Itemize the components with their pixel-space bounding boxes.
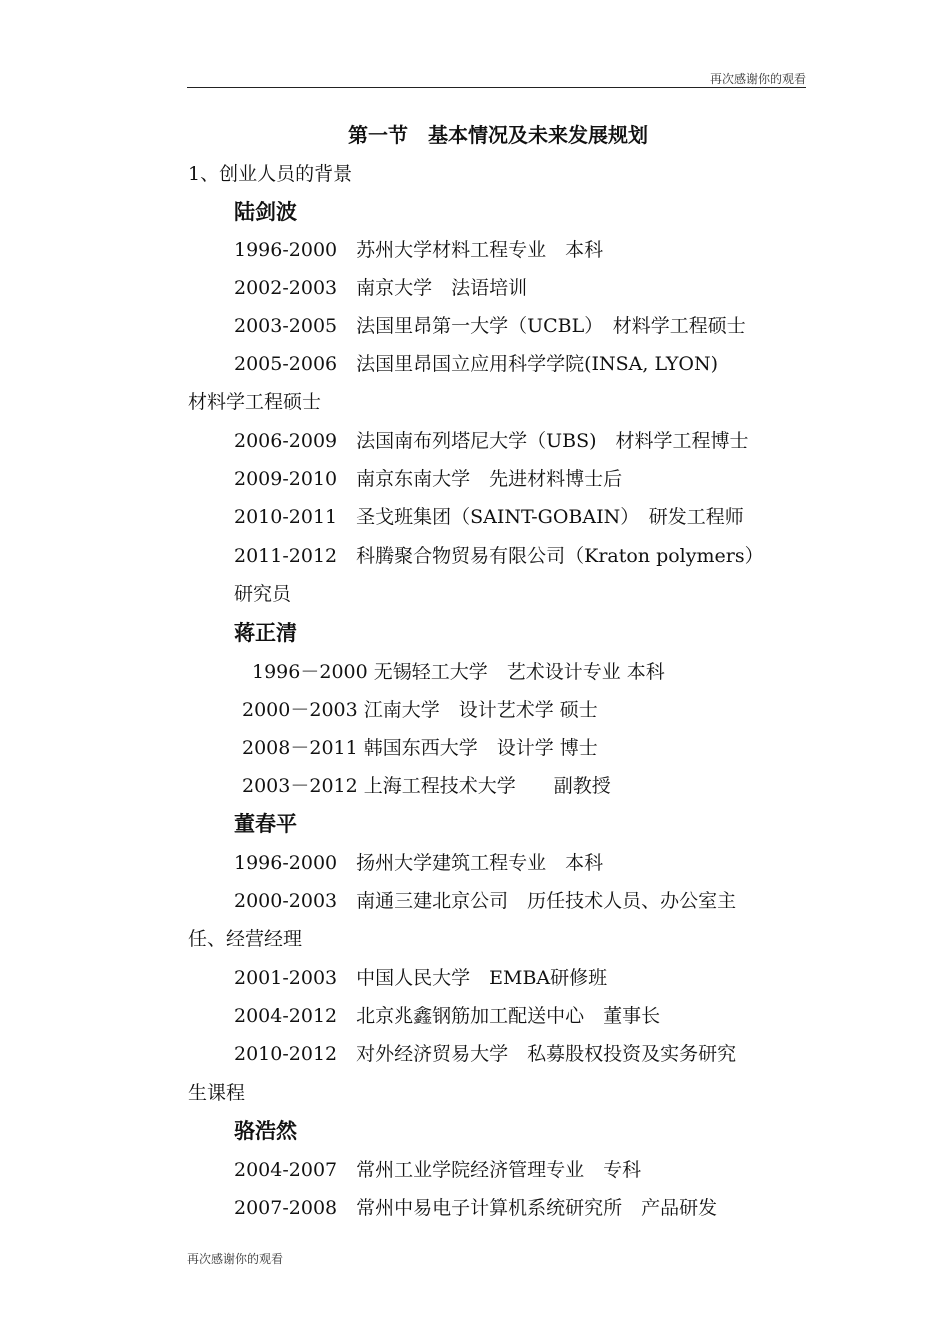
- person-name: 骆浩然: [234, 1118, 297, 1143]
- header-rule: [187, 87, 806, 88]
- resume-line: 1996－2000 无锡轻工大学 艺术设计专业 本科: [252, 661, 665, 683]
- resume-line: 2000-2003 南通三建北京公司 历任技术人员、办公室主: [234, 890, 737, 912]
- person-name: 陆剑波: [234, 199, 297, 224]
- resume-line: 2002-2003 南京大学 法语培训: [234, 277, 528, 299]
- resume-line: 2003-2005 法国里昂第一大学（UCBL） 材料学工程硕士: [234, 315, 746, 337]
- resume-line: 研究员: [234, 583, 292, 605]
- resume-line: 任、经营经理: [188, 928, 303, 950]
- resume-line: 2001-2003 中国人民大学 EMBA研修班: [234, 967, 608, 989]
- resume-line: 1996-2000 苏州大学材料工程专业 本科: [234, 239, 604, 261]
- page-footer: 再次感谢你的观看: [187, 1252, 284, 1266]
- resume-line: 2011-2012 科腾聚合物贸易有限公司（Kraton polymers）: [234, 545, 764, 567]
- resume-line: 2004-2012 北京兆鑫钢筋加工配送中心 董事长: [234, 1005, 661, 1027]
- resume-line: 2004-2007 常州工业学院经济管理专业 专科: [234, 1159, 642, 1181]
- person-name: 董春平: [234, 811, 297, 836]
- resume-line: 2010-2011 圣戈班集团（SAINT-GOBAIN） 研发工程师: [234, 506, 744, 528]
- person-name: 蒋正清: [234, 620, 297, 645]
- resume-line: 材料学工程硕士: [188, 391, 322, 413]
- page-header: 再次感谢你的观看: [709, 72, 806, 86]
- subsection-heading: 1、创业人员的背景: [188, 163, 353, 185]
- resume-line: 2009-2010 南京东南大学 先进材料博士后: [234, 468, 623, 490]
- resume-line: 2007-2008 常州中易电子计算机系统研究所 产品研发: [234, 1197, 718, 1219]
- resume-line: 2005-2006 法国里昂国立应用科学学院(INSA, LYON): [234, 353, 719, 375]
- resume-line: 2008－2011 韩国东西大学 设计学 博士: [242, 737, 598, 759]
- resume-line: 2003－2012 上海工程技术大学 副教授: [242, 775, 611, 797]
- resume-line: 1996-2000 扬州大学建筑工程专业 本科: [234, 852, 604, 874]
- resume-line: 2010-2012 对外经济贸易大学 私募股权投资及实务研究: [234, 1043, 737, 1065]
- resume-line: 2000－2003 江南大学 设计艺术学 硕士: [242, 699, 598, 721]
- resume-line: 生课程: [188, 1082, 246, 1104]
- resume-line: 2006-2009 法国南布列塔尼大学（UBS) 材料学工程博士: [234, 430, 749, 452]
- section-title: 第一节 基本情况及未来发展规划: [348, 123, 648, 147]
